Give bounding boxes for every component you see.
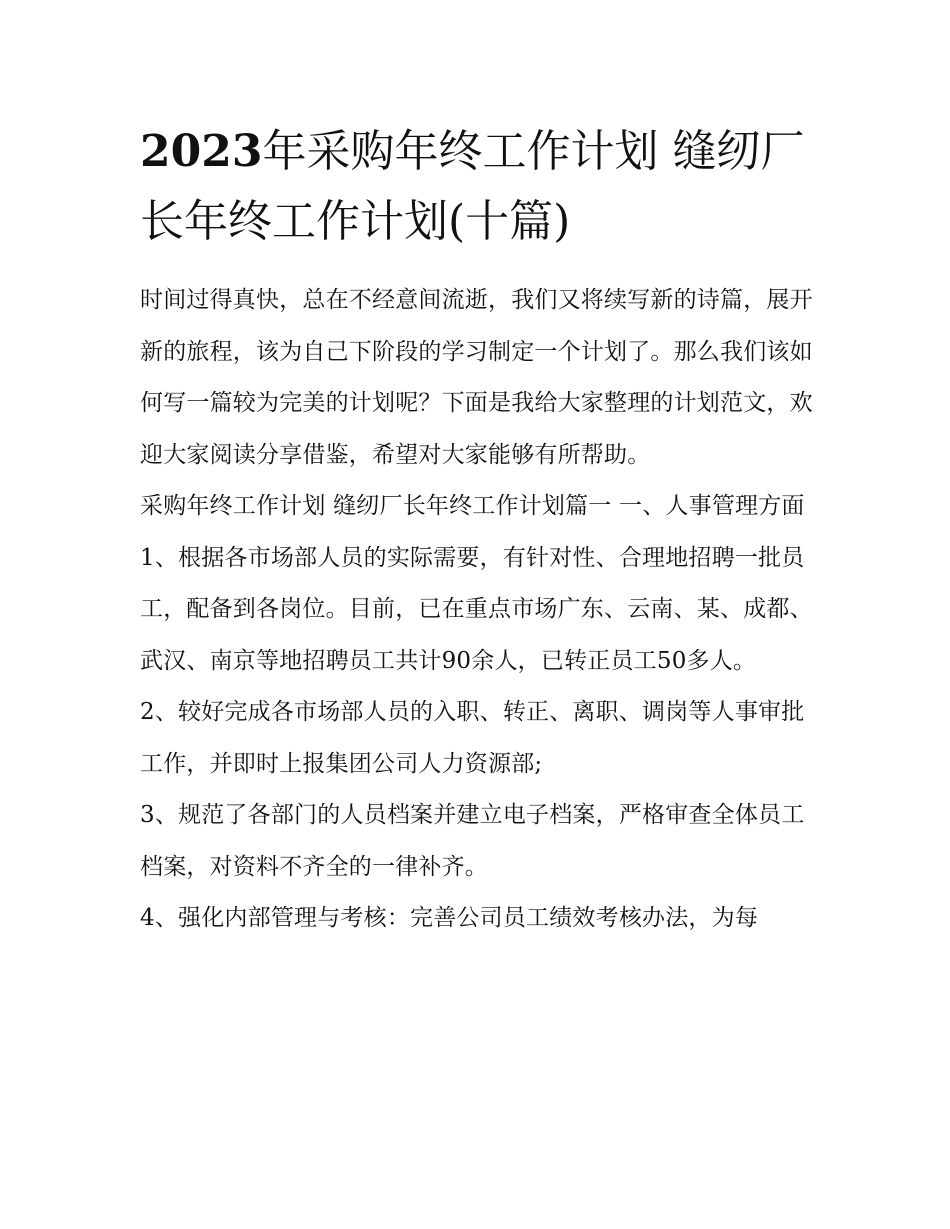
list-item: 1、根据各市场部人员的实际需要，有针对性、合理地招聘一批员工，配备到各岗位。目前，已在重点市场广东、云南、某、成都、武汉、南京等地招聘员工共计90余人，已转正员工50多人。 — [140, 544, 813, 674]
section-heading: 采购年终工作计划 缝纫厂长年终工作计划篇一 一、人事管理方面 — [140, 493, 805, 519]
title-text: 年采购年终工作计划 缝纫厂长年终工作计划(十篇) — [140, 126, 805, 247]
document-title — [140, 117, 820, 257]
document-body — [140, 275, 820, 945]
list-item: 3、规范了各部门的人员档案并建立电子档案，严格审查全体员工档案，对资料不齐全的一律补齐。 — [140, 802, 805, 880]
title-year: 2023 — [140, 126, 263, 177]
list-item: 4、强化内部管理与考核：完善公司员工绩效考核办法，为每 — [140, 905, 759, 931]
list-item: 2、较好完成各市场部人员的入职、转正、离职、调岗等人事审批工作，并即时上报集团公司人力资源部; — [140, 699, 805, 777]
intro-paragraph: 时间过得真快，总在不经意间流逝，我们又将续写新的诗篇，展开新的旅程，该为自己下阶段的学习制定一个计划了。那么我们该如何写一篇较为完美的计划呢？下面是我给大家整理的计划范文，欢迎大家阅读分享借鉴，希望对大家能够有所帮助。 — [140, 287, 813, 468]
